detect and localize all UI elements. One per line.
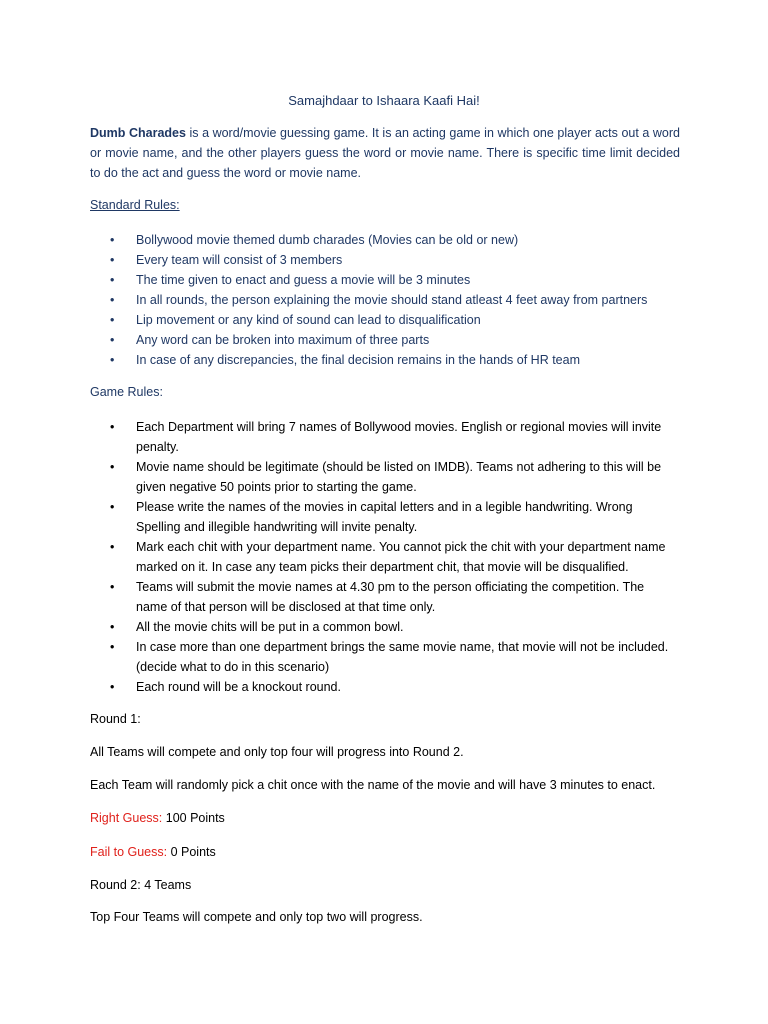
list-item: • Bollywood movie themed dumb charades (Movies can be old or new) bbox=[110, 230, 696, 250]
list-item: • Lip movement or any kind of sound can lead to disqualification bbox=[110, 310, 696, 330]
intro-bold-term: Dumb Charades bbox=[90, 126, 186, 140]
right-guess-label: Right Guess: bbox=[90, 811, 163, 825]
right-guess-value: 100 Points bbox=[162, 811, 225, 825]
round1-line2: Each Team will randomly pick a chit once with the name of the movie and will have 3 minutes to enact. bbox=[90, 778, 656, 792]
standard-rules-list bbox=[110, 230, 696, 370]
list-item: • Movie name should be legitimate (should be listed on IMDB). Teams not adhering to this will be given negative 50 points prior to starting the game. bbox=[110, 457, 676, 497]
round1-line1: All Teams will compete and only top four will progress into Round 2. bbox=[90, 745, 464, 759]
list-item: • Please write the names of the movies in capital letters and in a legible handwriting. Wrong Spelling and illegible handwriting will invite penalty. bbox=[110, 497, 676, 537]
standard-rules-heading: Standard Rules: bbox=[90, 198, 180, 212]
right-guess-line bbox=[90, 809, 225, 827]
list-item: • Every team will consist of 3 members bbox=[110, 250, 696, 270]
game-rules-heading: Game Rules: bbox=[90, 385, 163, 399]
fail-guess-label: Fail to Guess: bbox=[90, 845, 168, 859]
game-rules-list bbox=[110, 417, 676, 697]
list-item: • Any word can be broken into maximum of three parts bbox=[110, 330, 696, 350]
list-item: • The time given to enact and guess a movie will be 3 minutes bbox=[110, 270, 696, 290]
list-item: • In case of any discrepancies, the final decision remains in the hands of HR team bbox=[110, 350, 696, 370]
round2-heading: Round 2: 4 Teams bbox=[90, 878, 192, 892]
list-item: • Each Department will bring 7 names of Bollywood movies. English or regional movies will invite penalty. bbox=[110, 417, 676, 457]
list-item: • In all rounds, the person explaining the movie should stand atleast 4 feet away from partners bbox=[110, 290, 696, 310]
round2-line1: Top Four Teams will compete and only top two will progress. bbox=[90, 910, 423, 924]
list-item: • Teams will submit the movie names at 4.30 pm to the person officiating the competition. The name of that person will be disclosed at that time only. bbox=[110, 577, 676, 617]
list-item: • Each round will be a knockout round. bbox=[110, 677, 676, 697]
document-title: Samajhdaar to Ishaara Kaafi Hai! bbox=[288, 93, 480, 108]
intro-text: is a word/movie guessing game. It is an acting game in which one player acts out a word or movie name, and the other players guess the word or movie name. There is specific time limit decided to do the act and guess the word or movie name. bbox=[90, 126, 680, 180]
round1-heading: Round 1: bbox=[90, 712, 141, 726]
list-item: • Mark each chit with your department name. You cannot pick the chit with your department name marked on it. In case any team picks their department chit, that movie will be disqualified. bbox=[110, 537, 676, 577]
fail-guess-line bbox=[90, 843, 216, 861]
intro-paragraph bbox=[90, 123, 680, 183]
list-item: • In case more than one department brings the same movie name, that movie will not be included. (decide what to do in this scenario) bbox=[110, 637, 676, 677]
fail-guess-value: 0 Points bbox=[167, 845, 216, 859]
list-item: • All the movie chits will be put in a common bowl. bbox=[110, 617, 676, 637]
